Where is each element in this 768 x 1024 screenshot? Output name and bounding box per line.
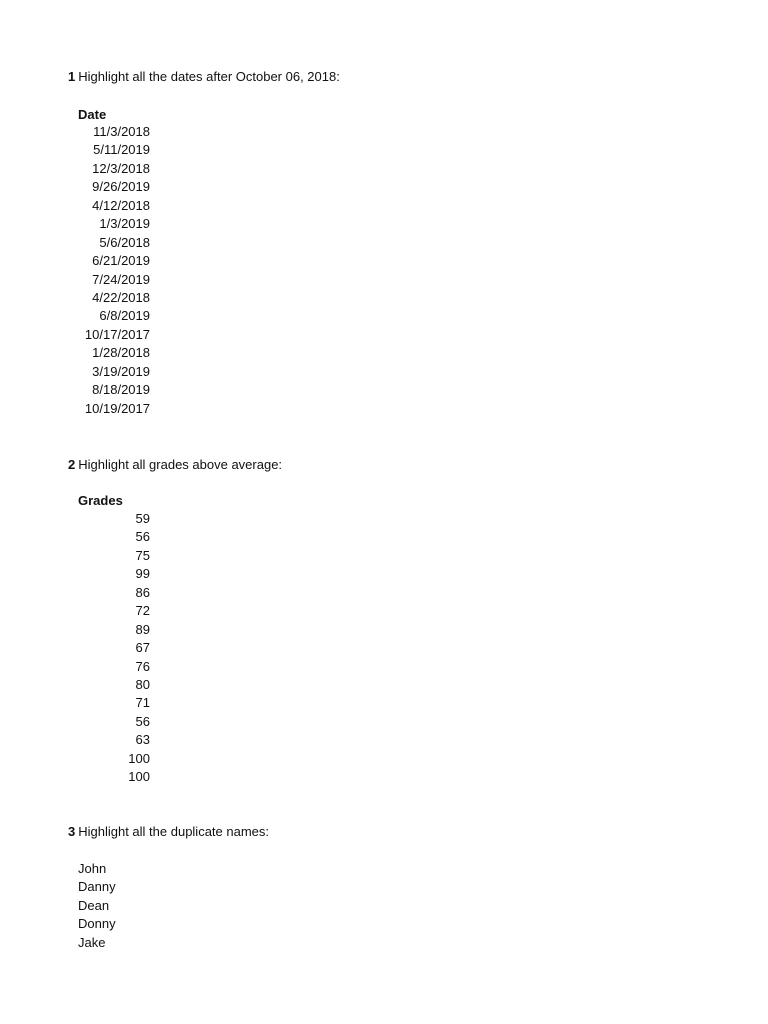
grade-cell: 72 (135, 603, 150, 619)
date-cell: 11/3/2018 (93, 124, 150, 139)
date-column-header: Date (78, 107, 107, 122)
grade-cell: 63 (135, 732, 150, 748)
grade-cell: 71 (135, 695, 150, 711)
date-cell: 10/17/2017 (84, 326, 150, 342)
date-cell: 5/6/2018 (99, 234, 150, 250)
grades-list (78, 510, 150, 787)
date-cell: 7/24/2019 (92, 271, 150, 287)
date-cell: 1/28/2018 (92, 345, 150, 361)
date-cell: 1/3/2019 (99, 216, 150, 232)
date-cell: 4/22/2018 (92, 289, 150, 305)
names-list (78, 860, 116, 952)
grades-column-header: Grades (78, 493, 123, 508)
section-3-instruction: Highlight all the duplicate names: (78, 824, 270, 839)
date-cell: 10/19/2017 (84, 400, 150, 416)
date-cell: 3/19/2019 (92, 363, 150, 379)
date-cell: 8/18/2019 (92, 382, 150, 398)
grade-cell: 86 (135, 584, 150, 600)
section-2-instruction: Highlight all grades above average: (78, 457, 283, 472)
grade-cell: 80 (135, 676, 150, 692)
grade-cell: 100 (128, 750, 150, 766)
section-1-instruction: Highlight all the dates after October 06, 2018: (78, 69, 340, 84)
grade-cell: 67 (135, 640, 150, 656)
section-1-heading (68, 68, 340, 86)
section-2-heading (68, 456, 282, 474)
section-3-number: 3 (68, 824, 76, 839)
date-cell: 6/8/2019 (99, 308, 150, 324)
name-cell: Jake (78, 934, 106, 950)
date-cell: 4/12/2018 (92, 197, 150, 213)
date-cell: 6/21/2019 (92, 253, 150, 269)
grade-cell: 56 (135, 713, 150, 729)
grade-cell: 59 (135, 511, 150, 526)
section-1-number: 1 (68, 69, 76, 84)
grade-cell: 76 (135, 658, 150, 674)
grade-cell: 100 (128, 769, 150, 785)
section-3-heading (68, 823, 269, 841)
date-list (78, 123, 150, 418)
grade-cell: 75 (135, 547, 150, 563)
grade-cell: 99 (135, 566, 150, 582)
grade-cell: 89 (135, 621, 150, 637)
section-2-number: 2 (68, 457, 76, 472)
name-cell: Dean (78, 897, 110, 913)
date-cell: 12/3/2018 (92, 160, 150, 176)
name-cell: Donny (78, 916, 116, 932)
date-cell: 5/11/2019 (93, 142, 150, 158)
grade-cell: 56 (135, 529, 150, 545)
name-cell: Danny (78, 879, 116, 895)
name-cell: John (78, 861, 107, 876)
date-cell: 9/26/2019 (92, 179, 150, 195)
